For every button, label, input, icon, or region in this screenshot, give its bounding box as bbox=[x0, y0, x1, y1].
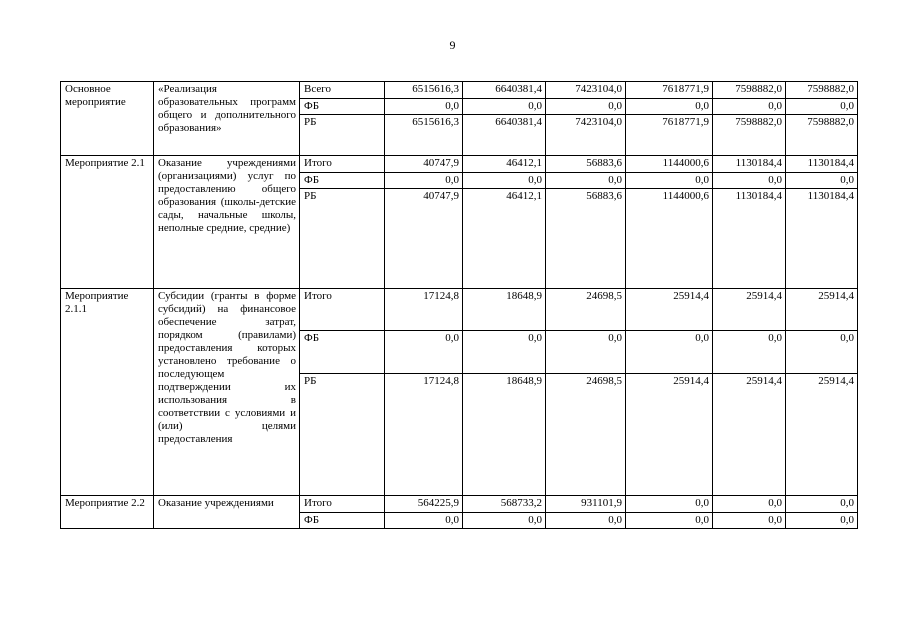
value-cell: 56883,6 bbox=[546, 189, 626, 289]
value-cell: 0,0 bbox=[786, 173, 858, 189]
value-cell: 0,0 bbox=[463, 513, 546, 529]
value-cell: 564225,9 bbox=[385, 496, 463, 513]
value-cell: 7598882,0 bbox=[786, 82, 858, 99]
value-cell: 40747,9 bbox=[385, 156, 463, 173]
measure-name: Мероприятие 2.1 bbox=[61, 156, 154, 289]
funding-source: РБ bbox=[300, 115, 385, 156]
table-row bbox=[61, 82, 858, 99]
value-cell: 1144000,6 bbox=[626, 156, 713, 173]
funding-source: ФБ bbox=[300, 331, 385, 374]
value-cell: 0,0 bbox=[713, 331, 786, 374]
value-cell: 6515616,3 bbox=[385, 82, 463, 99]
value-cell: 7598882,0 bbox=[786, 115, 858, 156]
value-cell: 25914,4 bbox=[786, 289, 858, 331]
value-cell: 46412,1 bbox=[463, 156, 546, 173]
value-cell: 1130184,4 bbox=[786, 156, 858, 173]
value-cell: 7618771,9 bbox=[626, 115, 713, 156]
funding-source: ФБ bbox=[300, 99, 385, 115]
value-cell: 0,0 bbox=[546, 99, 626, 115]
value-cell: 0,0 bbox=[385, 173, 463, 189]
value-cell: 7618771,9 bbox=[626, 82, 713, 99]
value-cell: 1130184,4 bbox=[713, 189, 786, 289]
value-cell: 17124,8 bbox=[385, 374, 463, 496]
value-cell: 25914,4 bbox=[626, 289, 713, 331]
value-cell: 0,0 bbox=[463, 173, 546, 189]
table-row bbox=[61, 156, 858, 173]
value-cell: 6515616,3 bbox=[385, 115, 463, 156]
funding-source: ФБ bbox=[300, 513, 385, 529]
measure-name: Мероприятие 2.1.1 bbox=[61, 289, 154, 496]
value-cell: 24698,5 bbox=[546, 289, 626, 331]
value-cell: 0,0 bbox=[713, 496, 786, 513]
value-cell: 7423104,0 bbox=[546, 115, 626, 156]
table-row bbox=[61, 289, 858, 331]
value-cell: 0,0 bbox=[385, 513, 463, 529]
funding-source: РБ bbox=[300, 374, 385, 496]
value-cell: 568733,2 bbox=[463, 496, 546, 513]
table-row bbox=[61, 496, 858, 513]
value-cell: 25914,4 bbox=[786, 374, 858, 496]
measure-description: Субсидии (гранты в форме субсидий) на финансовое обеспечение затрат, порядком (правилами) предоставления которых установлено требование о последующем подтверждении их использования в соответствии с условиями и (или) целями предоставления bbox=[154, 289, 300, 496]
funding-source: РБ bbox=[300, 189, 385, 289]
value-cell: 0,0 bbox=[786, 331, 858, 374]
funding-source: Итого bbox=[300, 156, 385, 173]
value-cell: 0,0 bbox=[546, 331, 626, 374]
value-cell: 0,0 bbox=[786, 513, 858, 529]
value-cell: 1144000,6 bbox=[626, 189, 713, 289]
value-cell: 7598882,0 bbox=[713, 82, 786, 99]
value-cell: 6640381,4 bbox=[463, 82, 546, 99]
value-cell: 40747,9 bbox=[385, 189, 463, 289]
funding-source: Итого bbox=[300, 289, 385, 331]
measure-description: Оказание учреждениями (организациями) услуг по предоставлению общего образования (школы-детские сады, начальные школы, неполные средние, средние) bbox=[154, 156, 300, 289]
value-cell: 0,0 bbox=[385, 331, 463, 374]
value-cell: 0,0 bbox=[546, 513, 626, 529]
value-cell: 6640381,4 bbox=[463, 115, 546, 156]
value-cell: 0,0 bbox=[463, 331, 546, 374]
value-cell: 7423104,0 bbox=[546, 82, 626, 99]
value-cell: 931101,9 bbox=[546, 496, 626, 513]
value-cell: 0,0 bbox=[786, 99, 858, 115]
value-cell: 0,0 bbox=[626, 173, 713, 189]
value-cell: 25914,4 bbox=[626, 374, 713, 496]
value-cell: 1130184,4 bbox=[786, 189, 858, 289]
value-cell: 25914,4 bbox=[713, 289, 786, 331]
value-cell: 17124,8 bbox=[385, 289, 463, 331]
value-cell: 0,0 bbox=[786, 496, 858, 513]
value-cell: 0,0 bbox=[713, 173, 786, 189]
value-cell: 0,0 bbox=[626, 496, 713, 513]
funding-source: ФБ bbox=[300, 173, 385, 189]
measure-description: Оказание учреждениями bbox=[154, 496, 300, 529]
funding-source: Всего bbox=[300, 82, 385, 99]
value-cell: 0,0 bbox=[385, 99, 463, 115]
value-cell: 7598882,0 bbox=[713, 115, 786, 156]
value-cell: 1130184,4 bbox=[713, 156, 786, 173]
measure-name: Мероприятие 2.2 bbox=[61, 496, 154, 529]
value-cell: 18648,9 bbox=[463, 289, 546, 331]
value-cell: 0,0 bbox=[713, 99, 786, 115]
value-cell: 0,0 bbox=[626, 99, 713, 115]
value-cell: 25914,4 bbox=[713, 374, 786, 496]
financing-table bbox=[60, 81, 858, 529]
value-cell: 0,0 bbox=[626, 513, 713, 529]
value-cell: 0,0 bbox=[463, 99, 546, 115]
value-cell: 24698,5 bbox=[546, 374, 626, 496]
value-cell: 18648,9 bbox=[463, 374, 546, 496]
measure-description: «Реализация образовательных программ общего и дополнительного образования» bbox=[154, 82, 300, 156]
value-cell: 56883,6 bbox=[546, 156, 626, 173]
value-cell: 46412,1 bbox=[463, 189, 546, 289]
value-cell: 0,0 bbox=[713, 513, 786, 529]
value-cell: 0,0 bbox=[546, 173, 626, 189]
funding-source: Итого bbox=[300, 496, 385, 513]
measure-name: Основное мероприятие bbox=[61, 82, 154, 156]
value-cell: 0,0 bbox=[626, 331, 713, 374]
page-number: 9 bbox=[449, 38, 456, 52]
